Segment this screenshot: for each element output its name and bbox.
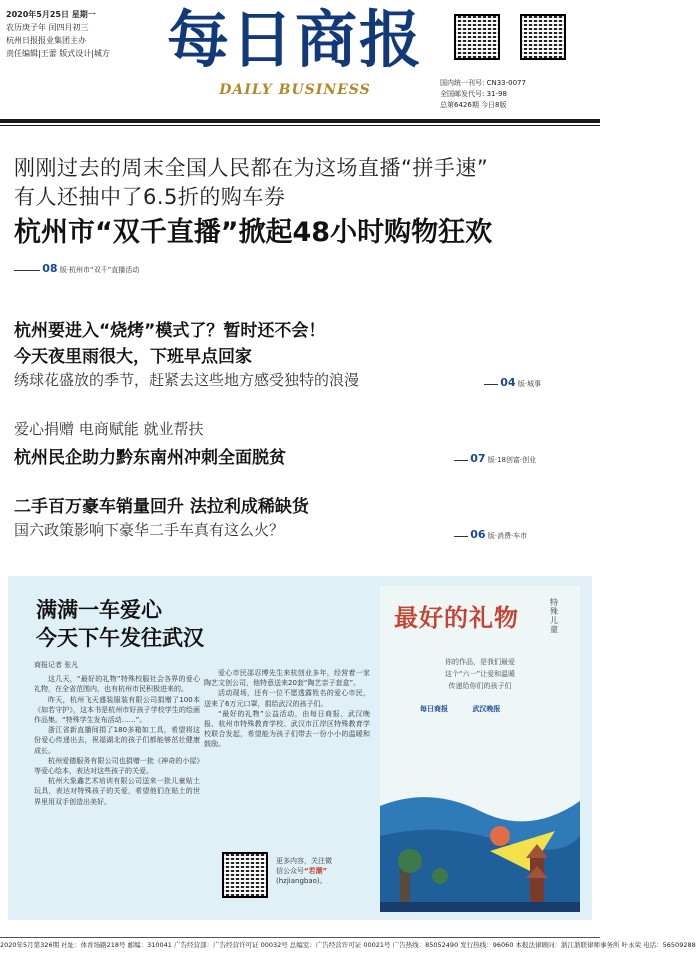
story1-kicker: 刚刚过去的周末全国人民都在为这场直播“拼手速” [14, 156, 489, 180]
page-number: 06 [470, 528, 486, 541]
story3-page-ref[interactable] [454, 452, 536, 465]
story2-subhead: 绣球花盛放的季节，赶紧去这些地方感受独特的浪漫 [14, 371, 360, 389]
wechat-account-name: “若潮” [304, 867, 328, 875]
paragraph: “最好的礼物”公益活动，由每日商报、武汉晚报、杭州市特殊教育学校、武汉市江岸区特殊教育学校联合发起，希望能为孩子们带去一份小小的温暖和鼓励。 [204, 709, 370, 749]
issue-number: 总第6426期 今日8版 [440, 101, 507, 109]
publication-numbers [440, 78, 596, 111]
ref-dash [454, 460, 468, 461]
ref-dash [454, 536, 468, 537]
page-number: 08 [42, 262, 58, 275]
brand-logo-2: 武汉晚报 [472, 705, 501, 713]
domestic-number: 国内统一刊号: CN33-0077 [440, 79, 526, 87]
qr-code-icon[interactable] [454, 14, 500, 60]
paragraph: 昨天，杭州飞天盛装服装有限公司捐赠了100本《如若守护》，这本书是杭州市好孩子学校学生的绘画作品集。“特殊学生发布活动……”。 [34, 695, 200, 725]
byline: 商报记者 张凡 [34, 661, 79, 669]
paragraph: 活动现场，还有一位不愿透露姓名的爱心市民，送来了6万元口罩，捐给武汉的孩子们。 [204, 689, 370, 708]
wechat-account-id: (hzjiangbao)。 [276, 877, 327, 885]
story2-headline[interactable]: 杭州要进入“烧烤”模式了？暂时还不会！ [14, 321, 326, 341]
paragraph: 这几天，“最好的礼物”特殊校服社会各界的爱心礼物，在全省范围内，也有杭州市民积极进来的。 [34, 675, 200, 694]
section-label: 版·18创富·创业 [487, 456, 537, 464]
poster-side-text: 特殊儿童 [550, 598, 558, 634]
story4-page-ref[interactable] [454, 528, 527, 541]
story4-subhead: 国六政策影响下豪华二手车真有这么火？ [14, 521, 285, 539]
paragraph: 杭州爱德服务有限公司也捐赠一批《神奇的小屋》等爱心绘本，表达对这些孩子的关爱。 [34, 756, 200, 776]
feature-column-1 [34, 660, 200, 807]
editors: 责任编辑|王蕾 版式设计|城方 [6, 49, 110, 58]
section-label: 版·杭州市“双千”直播活动 [59, 266, 140, 274]
masthead-info [6, 8, 156, 60]
story3-headline[interactable]: 杭州民企助力黔东南州冲刺全面脱贫 [14, 448, 286, 468]
footer-info: 2020年5月第326期 社址：体育场路218号 邮编：310041 广告经营部：广告经营许可证 00032号 总编室：广告经营许可证 00021号 广告热线：85052490 发行热线：96060 本报法律顾问：浙江浙联律师事务所 叶永荣 电话：56509288 [0, 937, 600, 952]
poster-title: 最好的礼物 [394, 603, 519, 632]
story1-page-ref[interactable] [14, 262, 139, 275]
qr-caption [276, 856, 366, 886]
brand-logo-1: 每日商报 [420, 705, 448, 713]
qr-caption-line: 信公众号 [276, 867, 304, 875]
feature-title[interactable]: 满满一车爱心 [36, 598, 162, 622]
newspaper-title: 每日商报 [166, 3, 423, 76]
paragraph: 浙江省新直播间捐了180多箱如工具，希望将这份爱心传递出去，祝福湖北的孩子们都能够茁壮健康成长。 [34, 726, 200, 755]
story1-subhead: 有人还抽中了6.5折的购车券 [14, 185, 286, 209]
qr-code-icon[interactable] [222, 852, 268, 898]
page-number: 04 [500, 376, 516, 389]
paragraph: 爱心市民邵忍博先生来杭创业多年，经营着一家陶艺文创公司，他特意送来20套“陶艺亲子套盒”。 [204, 669, 370, 688]
qr-code-icon[interactable] [520, 14, 566, 60]
issue-date: 2020年5月25日 星期一 [6, 10, 96, 19]
publisher: 杭州日报报业集团主办 [6, 36, 86, 45]
feature-column-2 [204, 668, 370, 750]
qr-caption-line: 更多内容，关注微 [276, 857, 332, 865]
ref-dash [484, 384, 498, 385]
paragraph: 杭州大象鑫艺术培训有限公司送来一批儿童贴土玩具，表达对特殊孩子的关爱，希望他们在贴土的世界里用双手创造出美好。 [34, 777, 200, 806]
poster-image[interactable] [380, 586, 580, 912]
section-label: 版·消费·车市 [487, 532, 528, 540]
story1-headline[interactable]: 杭州市“双千直播”掀起48小时购物狂欢 [14, 217, 493, 248]
story2-headline-2[interactable]: 今天夜里雨很大，下班早点回家 [14, 347, 252, 367]
poster-illustration [380, 586, 580, 912]
newspaper-subtitle: DAILY BUSINESS [219, 82, 371, 98]
section-label: 版·城事 [517, 380, 542, 388]
feature-title-2[interactable]: 今天下午发往武汉 [36, 626, 204, 650]
page-number: 07 [470, 452, 486, 465]
masthead-rule-thin [0, 125, 600, 126]
poster-line: 你的作品，是我们最爱 [445, 658, 515, 666]
story2-page-ref[interactable] [484, 376, 541, 389]
ref-dash [14, 270, 40, 271]
story3-kicker: 爱心捐赠 电商赋能 就业帮扶 [14, 420, 204, 438]
poster-copy [400, 656, 560, 692]
poster-brands [420, 704, 500, 714]
story4-headline[interactable]: 二手百万豪车销量回升 法拉利成稀缺货 [14, 497, 309, 517]
postal-number: 全国邮发代号: 31-98 [440, 90, 507, 98]
poster-line: 传递给你们的孩子们 [448, 682, 512, 690]
poster-line: 这个“六一”让爱和温暖 [444, 670, 516, 678]
lunar-date: 农历庚子年 闰四月初三 [6, 23, 89, 32]
masthead-rule [0, 119, 600, 123]
